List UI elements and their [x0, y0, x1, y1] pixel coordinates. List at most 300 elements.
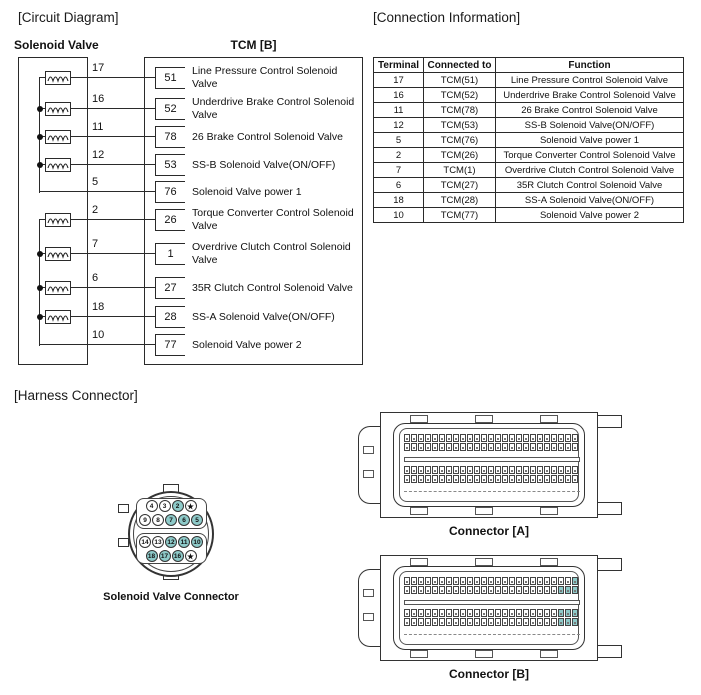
connector-pin-square: [565, 577, 571, 585]
terminal-function-label: 35R Clutch Control Solenoid Valve: [192, 281, 353, 294]
connector-pin-square: [432, 609, 438, 617]
tcm-terminal-box: 52: [155, 98, 185, 120]
terminal-function-label: SS-A Solenoid Valve(ON/OFF): [192, 310, 335, 323]
connector-pin-square: [530, 618, 536, 626]
connector-pin-square: [418, 577, 424, 585]
connector-pin-square: [509, 434, 515, 442]
connector-left-cap: [358, 569, 382, 647]
connector-pin-square: [425, 618, 431, 626]
connector-pin-square: [453, 434, 459, 442]
connector-tab: [540, 415, 558, 423]
tcm-label: TCM [B]: [230, 38, 277, 52]
table-cell: TCM(76): [424, 133, 496, 148]
connector-pin-square: [425, 577, 431, 585]
terminal-function-label: Solenoid Valve power 1: [192, 185, 302, 198]
connector-pin-square: [530, 577, 536, 585]
connector-pin: 13: [152, 536, 164, 548]
connector-pin-square: [474, 466, 480, 474]
connector-pin-square: [418, 434, 424, 442]
connector-pin: 3: [159, 500, 171, 512]
table-cell: TCM(52): [424, 88, 496, 103]
table-cell: TCM(27): [424, 178, 496, 193]
connector-tab: [410, 415, 428, 423]
connector-pin-square: [432, 466, 438, 474]
connector-pin-square: [439, 434, 445, 442]
connector-pin-square: [516, 475, 522, 483]
connector-tab: [410, 507, 428, 515]
table-cell: Solenoid Valve power 2: [496, 208, 684, 223]
connector-tab: [410, 558, 428, 566]
connector-pin-square: [544, 609, 550, 617]
connector-pin-square: [509, 586, 515, 594]
table-row: [374, 73, 684, 88]
connector-pin-square: [558, 443, 564, 451]
table-cell: SS-A Solenoid Valve(ON/OFF): [496, 193, 684, 208]
connector-pin-square: [516, 466, 522, 474]
table-row: [374, 178, 684, 193]
connector-pin-square: [460, 434, 466, 442]
connector-b-diagram: [358, 555, 622, 661]
table-row: [374, 148, 684, 163]
connector-pin-square: [558, 475, 564, 483]
solenoid-valve-label: Solenoid Valve: [14, 38, 99, 52]
table-cell: 10: [374, 208, 424, 223]
connector-pin-square: [453, 586, 459, 594]
connector-pin-square: [530, 443, 536, 451]
table-cell: 16: [374, 88, 424, 103]
connector-pin-square: [551, 434, 557, 442]
junction-dot: [37, 285, 43, 291]
wire-number: 12: [92, 149, 105, 161]
terminal-function-label: 26 Brake Control Solenoid Valve: [192, 130, 343, 143]
connector-pin-square: [488, 586, 494, 594]
connector-tab: [410, 650, 428, 658]
connector-pin-square: [425, 609, 431, 617]
wire-number: 11: [92, 121, 104, 133]
connector-pin-square: [488, 577, 494, 585]
connector-pin-square: [516, 443, 522, 451]
table-row: [374, 103, 684, 118]
table-cell: Underdrive Brake Control Solenoid Valve: [496, 88, 684, 103]
connector-pin-square: [530, 586, 536, 594]
connector-pin-square: [453, 609, 459, 617]
connector-pin-square: [467, 618, 473, 626]
connector-pin-square: [558, 609, 564, 617]
connector-pin-square: [537, 577, 543, 585]
connector-pin-square: [572, 577, 578, 585]
connector-pin-square: [537, 475, 543, 483]
junction-dot: [37, 251, 43, 257]
connector-pin-square: [565, 443, 571, 451]
connector-pin-square: [565, 475, 571, 483]
connector-pin-square: [439, 618, 445, 626]
table-cell: TCM(77): [424, 208, 496, 223]
junction-dot: [37, 162, 43, 168]
table-cell: SS-B Solenoid Valve(ON/OFF): [496, 118, 684, 133]
connector-pin-square: [460, 609, 466, 617]
connector-pin-square: [432, 618, 438, 626]
connector-pin-square: [509, 618, 515, 626]
connector-pin: 6: [178, 514, 190, 526]
circuit-wire: [71, 316, 155, 317]
connector-dash-line: [404, 491, 580, 492]
wire-number: 5: [92, 176, 99, 188]
connector-pin: 7: [165, 514, 177, 526]
connector-pin-square: [523, 586, 529, 594]
solenoid-connector-label: Solenoid Valve Connector: [103, 591, 239, 603]
junction-dot: [37, 134, 43, 140]
wire-number: 6: [92, 272, 99, 284]
connector-pin-square: [502, 609, 508, 617]
circuit-diagram-title: [Circuit Diagram]: [18, 10, 119, 25]
connector-a-diagram: [358, 412, 622, 518]
connector-pin-square: [460, 475, 466, 483]
connector-pin-square: [516, 434, 522, 442]
connector-a-label: Connector [A]: [449, 524, 529, 538]
connector-pin-square: [411, 618, 417, 626]
connector-pin-square: [460, 466, 466, 474]
table-header-cell: Connected to: [424, 58, 496, 73]
connector-pin-square: [425, 586, 431, 594]
connector-pin-square: [432, 434, 438, 442]
connector-pin-square: [474, 434, 480, 442]
connector-pin-square: [572, 618, 578, 626]
connector-pin-square: [404, 443, 410, 451]
connector-pin-square: [404, 434, 410, 442]
connector-pin-square: [453, 466, 459, 474]
connector-tab: [540, 558, 558, 566]
connector-pin-square: [439, 609, 445, 617]
connector-cap-detail: [363, 446, 374, 454]
star-pin: ★: [185, 550, 197, 562]
bus-line-group2: [39, 220, 40, 346]
connector-tab-left: [118, 504, 129, 513]
connector-pin-square: [474, 475, 480, 483]
connector-pin-square: [572, 586, 578, 594]
connector-pin-square: [572, 443, 578, 451]
connector-pin-square: [565, 609, 571, 617]
connector-pin-square: [404, 609, 410, 617]
connector-tab: [475, 558, 493, 566]
connector-pin-square: [537, 609, 543, 617]
connector-pin-square: [551, 618, 557, 626]
circuit-wire: [39, 344, 155, 345]
table-row: [374, 133, 684, 148]
connector-pin-square: [411, 443, 417, 451]
connector-pin-square: [523, 443, 529, 451]
table-cell: 6: [374, 178, 424, 193]
table-cell: Line Pressure Control Solenoid Valve: [496, 73, 684, 88]
connector-peg: [597, 645, 622, 658]
connector-pin-square: [446, 466, 452, 474]
coil-symbol: [45, 310, 71, 324]
table-cell: 26 Brake Control Solenoid Valve: [496, 103, 684, 118]
connector-pin-square: [544, 443, 550, 451]
table-cell: TCM(51): [424, 73, 496, 88]
connector-pin: 18: [146, 550, 158, 562]
connector-pin-square: [509, 577, 515, 585]
connector-pin: 11: [178, 536, 190, 548]
connector-pin-square: [446, 618, 452, 626]
connector-left-cap: [358, 426, 382, 504]
connector-pin-square: [411, 434, 417, 442]
connector-pin-square: [439, 577, 445, 585]
table-cell: Solenoid Valve power 1: [496, 133, 684, 148]
table-cell: 2: [374, 148, 424, 163]
circuit-wire: [71, 253, 155, 254]
connector-tab: [475, 650, 493, 658]
wire-number: 10: [92, 329, 105, 341]
connector-pin-square: [418, 586, 424, 594]
connector-pin-square: [523, 618, 529, 626]
connector-pin-square: [467, 434, 473, 442]
connector-pin: 8: [152, 514, 164, 526]
connector-pin-square: [411, 466, 417, 474]
connector-pin-square: [467, 577, 473, 585]
connector-pin-square: [516, 586, 522, 594]
connector-pin-square: [467, 475, 473, 483]
connector-pin-square: [509, 466, 515, 474]
coil-symbol: [45, 71, 71, 85]
connector-pin-square: [544, 577, 550, 585]
connector-pin-square: [509, 609, 515, 617]
connector-pin-square: [404, 618, 410, 626]
wire-number: 16: [92, 93, 105, 105]
connector-b-label: Connector [B]: [449, 667, 529, 681]
connector-pin-square: [474, 618, 480, 626]
connector-pin-square: [523, 609, 529, 617]
connector-pin-square: [481, 434, 487, 442]
connector-pin-square: [432, 586, 438, 594]
connector-center-rail: [404, 457, 580, 462]
connector-pin-square: [523, 466, 529, 474]
connector-pin-square: [558, 618, 564, 626]
connector-pin-square: [565, 586, 571, 594]
junction-dot: [37, 314, 43, 320]
connector-pin-square: [425, 475, 431, 483]
connector-pin-square: [530, 475, 536, 483]
table-cell: 17: [374, 73, 424, 88]
circuit-wire: [71, 164, 155, 165]
connector-pin-square: [411, 475, 417, 483]
connector-cap-detail: [363, 613, 374, 621]
connector-pin-square: [495, 586, 501, 594]
connector-pin-square: [425, 434, 431, 442]
terminal-function-label: Torque Converter Control Solenoid Valve: [192, 207, 354, 232]
connector-pin-square: [565, 618, 571, 626]
connector-pin-square: [481, 586, 487, 594]
tcm-terminal-box: 28: [155, 306, 185, 328]
connector-pin-square: [432, 577, 438, 585]
connector-pin-square: [565, 466, 571, 474]
connector-pin-square: [516, 618, 522, 626]
tcm-terminal-box: 77: [155, 334, 185, 356]
connector-pin-square: [537, 466, 543, 474]
connection-information-title: [Connection Information]: [373, 10, 521, 25]
connector-peg: [597, 558, 622, 571]
connector-pin-square: [523, 434, 529, 442]
table-row: [374, 163, 684, 178]
connector-pin-square: [509, 443, 515, 451]
connector-tab: [475, 507, 493, 515]
connector-pin-square: [488, 475, 494, 483]
table-cell: 35R Clutch Control Solenoid Valve: [496, 178, 684, 193]
table-header-cell: Function: [496, 58, 684, 73]
table-cell: 7: [374, 163, 424, 178]
terminal-function-label: Line Pressure Control Solenoid Valve: [192, 65, 338, 90]
connector-pin-square: [551, 586, 557, 594]
connector-pin: 9: [139, 514, 151, 526]
connector-pin-square: [488, 466, 494, 474]
connector-peg: [597, 415, 622, 428]
tcm-terminal-box: 26: [155, 209, 185, 231]
connector-pin: 12: [165, 536, 177, 548]
connector-dash-line: [404, 634, 580, 635]
connector-pin-square: [516, 577, 522, 585]
table-cell: Torque Converter Control Solenoid Valve: [496, 148, 684, 163]
connector-pin-square: [502, 443, 508, 451]
table-cell: TCM(53): [424, 118, 496, 133]
connector-pin-square: [453, 577, 459, 585]
connector-pin-square: [404, 466, 410, 474]
connector-pin-square: [467, 586, 473, 594]
connector-pin-square: [523, 475, 529, 483]
connector-pin-square: [502, 434, 508, 442]
connector-pin-square: [446, 434, 452, 442]
connector-pin-square: [551, 475, 557, 483]
connector-pin-square: [481, 577, 487, 585]
connector-pin-square: [474, 586, 480, 594]
connector-pin-square: [467, 466, 473, 474]
connector-pin-square: [481, 475, 487, 483]
connector-pin: 17: [159, 550, 171, 562]
connector-pin-square: [544, 475, 550, 483]
connector-pin-square: [558, 586, 564, 594]
connector-pin-square: [558, 577, 564, 585]
connector-pin-square: [544, 618, 550, 626]
connector-pin-square: [481, 609, 487, 617]
table-cell: TCM(28): [424, 193, 496, 208]
connector-pin-square: [495, 443, 501, 451]
table-cell: 18: [374, 193, 424, 208]
connector-pin-square: [418, 618, 424, 626]
connector-pin-square: [530, 609, 536, 617]
terminal-function-label: Underdrive Brake Control Solenoid Valve: [192, 96, 355, 121]
tcm-terminal-box: 78: [155, 126, 185, 148]
tcm-terminal-box: 1: [155, 243, 185, 265]
connector-pin-square: [460, 443, 466, 451]
connector-pin-square: [544, 466, 550, 474]
connector-pin-square: [502, 586, 508, 594]
table-row: [374, 208, 684, 223]
connector-pin-square: [502, 466, 508, 474]
connector-pin-square: [502, 577, 508, 585]
connector-pin-square: [474, 609, 480, 617]
connector-pin-square: [439, 443, 445, 451]
coil-symbol: [45, 281, 71, 295]
connector-pin-square: [418, 466, 424, 474]
connector-pin-square: [565, 434, 571, 442]
table-cell: TCM(26): [424, 148, 496, 163]
connector-pin-square: [558, 466, 564, 474]
junction-dot: [37, 106, 43, 112]
tcm-terminal-box: 53: [155, 154, 185, 176]
connector-pin-square: [446, 577, 452, 585]
connector-pin-square: [460, 577, 466, 585]
connector-pin-square: [516, 609, 522, 617]
connector-pin-square: [558, 434, 564, 442]
table-row: [374, 193, 684, 208]
coil-symbol: [45, 130, 71, 144]
table-cell: 11: [374, 103, 424, 118]
connector-pin-square: [544, 434, 550, 442]
terminal-function-label: Overdrive Clutch Control Solenoid Valve: [192, 241, 351, 266]
connector-pin-square: [537, 434, 543, 442]
connector-pin-square: [502, 618, 508, 626]
connector-pin: 2: [172, 500, 184, 512]
connector-center-rail: [404, 600, 580, 605]
connector-pin-square: [495, 577, 501, 585]
connector-pin-square: [404, 475, 410, 483]
table-cell: TCM(78): [424, 103, 496, 118]
connector-pin: 16: [172, 550, 184, 562]
table-cell: 12: [374, 118, 424, 133]
connector-pin-square: [488, 434, 494, 442]
connector-pin-square: [495, 434, 501, 442]
wire-number: 2: [92, 204, 99, 216]
connector-pin-square: [481, 466, 487, 474]
table-cell: 5: [374, 133, 424, 148]
connector-pin-square: [530, 466, 536, 474]
wire-number: 18: [92, 301, 105, 313]
terminal-function-label: SS-B Solenoid Valve(ON/OFF): [192, 158, 336, 171]
circuit-wire: [71, 287, 155, 288]
connector-pin-square: [453, 618, 459, 626]
connector-pin-square: [495, 466, 501, 474]
table-cell: TCM(1): [424, 163, 496, 178]
connector-pin-square: [446, 475, 452, 483]
coil-symbol: [45, 102, 71, 116]
connector-peg: [597, 502, 622, 515]
circuit-wire: [39, 191, 155, 192]
connector-pin-square: [418, 609, 424, 617]
connector-pin: 10: [191, 536, 203, 548]
connector-pin-square: [439, 586, 445, 594]
connector-pin-square: [572, 609, 578, 617]
connector-pin-square: [425, 443, 431, 451]
connector-pin-square: [474, 577, 480, 585]
connector-pin-square: [411, 609, 417, 617]
connector-pin-square: [537, 586, 543, 594]
connector-pin-square: [432, 443, 438, 451]
connector-pin-square: [446, 586, 452, 594]
connector-pin: 4: [146, 500, 158, 512]
table-header-cell: Terminal: [374, 58, 424, 73]
connector-pin-square: [551, 577, 557, 585]
connector-pin-square: [551, 443, 557, 451]
connector-pin-square: [467, 443, 473, 451]
connector-pin-square: [495, 609, 501, 617]
connector-pin-square: [432, 475, 438, 483]
connector-pin-square: [488, 618, 494, 626]
connector-pin-square: [460, 586, 466, 594]
connector-pin-square: [572, 466, 578, 474]
coil-symbol: [45, 158, 71, 172]
connector-pin-square: [481, 443, 487, 451]
terminal-function-label: Solenoid Valve power 2: [192, 338, 302, 351]
connector-pin-square: [446, 443, 452, 451]
wire-number: 17: [92, 62, 105, 74]
